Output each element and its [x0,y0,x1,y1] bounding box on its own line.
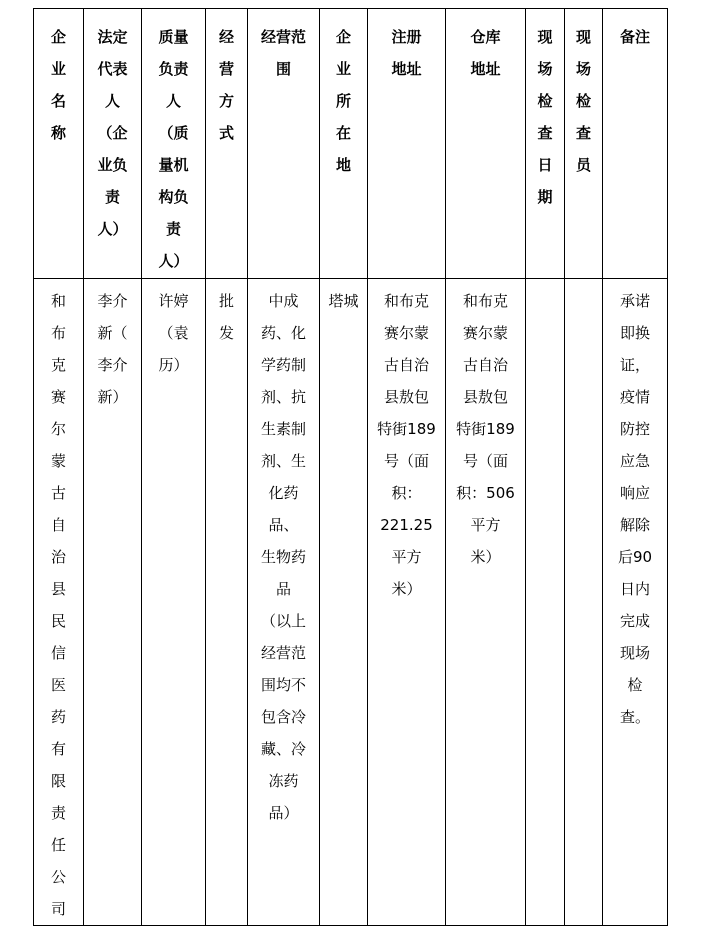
cell-business-mode-text: 批 发 [218,292,234,342]
header-company-name-text: 企 业 名 称 [50,28,66,142]
header-inspector-text: 现 场 检 查 员 [575,28,591,174]
header-business-scope [248,9,320,279]
cell-inspector [565,279,603,926]
header-company-name [34,9,84,279]
cell-remarks [603,279,668,926]
header-inspection-date [526,9,565,279]
header-warehouse-address [446,9,526,279]
cell-business-scope [248,279,320,926]
header-location [320,9,368,279]
header-business-scope-text: 经营范 围 [260,28,306,78]
cell-legal-representative-text: 李介 新（ 李介 新） [97,292,128,406]
cell-company-name-text: 和 布 克 赛 尔 蒙 古 自 治 县 民 信 医 药 有 限 责 任 公 司 [50,292,66,918]
cell-registered-address [368,279,446,926]
cell-warehouse-address [446,279,526,926]
header-inspector [565,9,603,279]
header-legal-representative-text: 法定 代表 人 （企 业负 责 人） [97,28,128,238]
header-warehouse-address-text: 仓库 地址 [470,28,501,78]
header-business-mode-text: 经 营 方 式 [218,28,234,142]
header-business-mode [206,9,248,279]
header-location-text: 企 业 所 在 地 [335,28,351,174]
header-legal-representative [84,9,142,279]
header-inspection-date-text: 现 场 检 查 日 期 [537,28,553,206]
cell-registered-address-text: 和布克 赛尔蒙 古自治 县敖包 特街189 号（面 积： 221.25 平方 米） [377,292,436,598]
cell-inspection-date-text [526,279,564,285]
header-row [34,9,668,279]
cell-inspector-text [565,279,602,285]
cell-business-mode [206,279,248,926]
cell-quality-officer-text: 许婷 （袁 历） [158,292,189,374]
header-remarks [603,9,668,279]
table-row [34,279,668,926]
header-quality-officer-text: 质量 负责 人 （质 量机 构负 责 人） [158,28,189,270]
cell-legal-representative [84,279,142,926]
pharmacy-inspection-table [33,8,668,926]
cell-inspection-date [526,279,565,926]
header-registered-address-text: 注册 地址 [391,28,422,78]
cell-location-text: 塔城 [328,292,359,310]
cell-warehouse-address-text: 和布克 赛尔蒙 古自治 县敖包 特街189 号（面 积：506 平方 米） [456,292,515,566]
cell-remarks-text: 承诺 即换 证， 疫情 防控 应急 响应 解除 后90 日内 完成 现场 检 查。 [617,292,653,726]
header-registered-address [368,9,446,279]
cell-quality-officer [142,279,206,926]
cell-company-name [34,279,84,926]
header-quality-officer [142,9,206,279]
cell-business-scope-text: 中成 药、化 学药制 剂、抗 生素制 剂、生 化药 品、 生物药 品 （以上 经营范 围均不 包含冷 藏、冷 冻药 品） [260,292,306,822]
header-remarks-text: 备注 [619,28,650,46]
cell-location [320,279,368,926]
